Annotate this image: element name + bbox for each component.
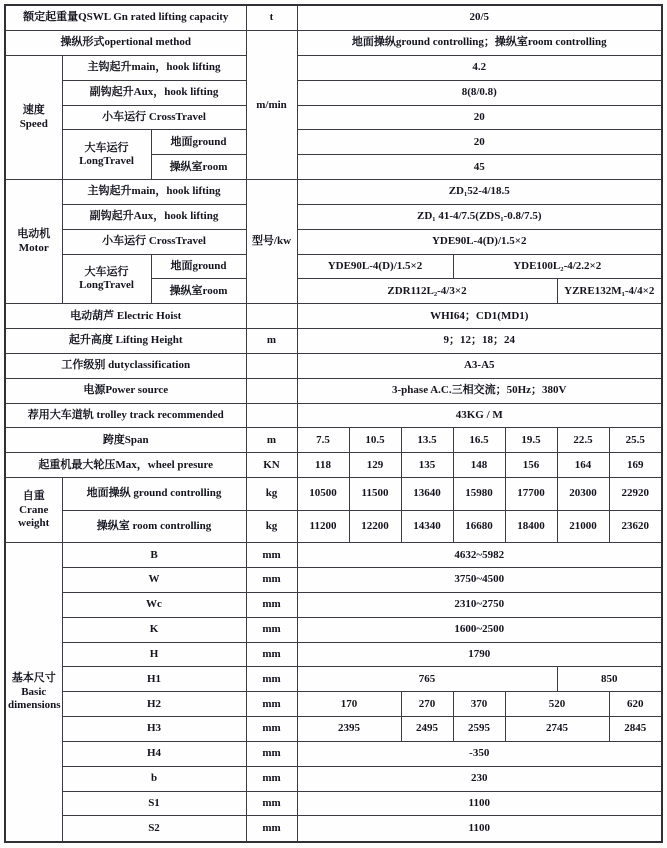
unit-cell: mm [246, 592, 297, 617]
value-cell: 2595 [453, 717, 505, 742]
value-cell: YDE100L₂-4/2.2×2 [453, 254, 662, 279]
row-label: 主钩起升main，hook lifting [62, 55, 246, 80]
unit-cell [246, 378, 297, 403]
value-cell: 12200 [349, 510, 401, 543]
unit-cell: mm [246, 766, 297, 791]
value-cell: 2745 [505, 717, 609, 742]
unit-cell [246, 304, 297, 329]
value-cell: -350 [297, 741, 662, 766]
value-cell: YDE90L-4(D)/1.5×2 [297, 254, 453, 279]
table-row [5, 130, 662, 155]
value-cell: 1100 [297, 791, 662, 816]
row-label: 大车运行 LongTravel [62, 130, 151, 180]
value-cell: 9；12；18；24 [297, 329, 662, 354]
value-cell: 170 [297, 692, 401, 717]
value-cell: 23620 [609, 510, 662, 543]
table-row [5, 592, 662, 617]
table-row [5, 478, 662, 511]
value-cell: 16.5 [453, 428, 505, 453]
table-row [5, 717, 662, 742]
row-label: Wc [62, 592, 246, 617]
unit-cell: mm [246, 617, 297, 642]
table-row [5, 428, 662, 453]
value-cell: 2845 [609, 717, 662, 742]
value-cell: 1790 [297, 642, 662, 667]
row-label: 额定起重量QSWL Gn rated lifting capacity [5, 5, 246, 31]
value-cell: 230 [297, 766, 662, 791]
table-row [5, 816, 662, 842]
group-label: 速度 Speed [5, 55, 62, 179]
table-row [5, 510, 662, 543]
crane-spec-table [4, 4, 663, 843]
row-label: 小车运行 CrossTravel [62, 229, 246, 254]
value-cell: 620 [609, 692, 662, 717]
unit-cell: kg [246, 510, 297, 543]
row-label: 电动葫芦 Electric Hoist [5, 304, 246, 329]
row-sublabel: 操纵室room [151, 279, 246, 304]
value-cell: 10.5 [349, 428, 401, 453]
value-cell: 156 [505, 453, 557, 478]
table-row [5, 642, 662, 667]
row-sublabel: 操纵室room [151, 155, 246, 180]
value-cell: 2310~2750 [297, 592, 662, 617]
value-cell: 20300 [557, 478, 609, 511]
value-cell: 2495 [401, 717, 453, 742]
value-cell: YZRE132M₁-4/4×2 [557, 279, 662, 304]
unit-cell: m [246, 329, 297, 354]
value-cell: 13640 [401, 478, 453, 511]
row-label: 起重机最大轮压Max，wheel presure [5, 453, 246, 478]
value-cell: 45 [297, 155, 662, 180]
table-row [5, 543, 662, 568]
row-label: b [62, 766, 246, 791]
value-cell: 3-phase A.C.三相交流；50Hz；380V [297, 378, 662, 403]
table-row [5, 229, 662, 254]
value-cell: 4.2 [297, 55, 662, 80]
group-label: 电动机 Motor [5, 180, 62, 304]
table-row [5, 80, 662, 105]
value-cell: ZD₁52-4/18.5 [297, 180, 662, 205]
value-cell: 22.5 [557, 428, 609, 453]
value-cell: 850 [557, 667, 662, 692]
unit-cell: mm [246, 816, 297, 842]
group-label: 基本尺寸 Basic dimensions [5, 543, 62, 842]
row-label: 大车运行 LongTravel [62, 254, 151, 304]
row-label: 跨度Span [5, 428, 246, 453]
row-label: 主钩起升main，hook lifting [62, 180, 246, 205]
row-label: H [62, 642, 246, 667]
value-cell: 14340 [401, 510, 453, 543]
unit-cell: KN [246, 453, 297, 478]
row-label: 工作级别 dutyclassification [5, 353, 246, 378]
table-row [5, 304, 662, 329]
value-cell: 270 [401, 692, 453, 717]
value-cell: 10500 [297, 478, 349, 511]
row-label: 副钩起升Aux，hook lifting [62, 204, 246, 229]
unit-cell: mm [246, 717, 297, 742]
value-cell: 13.5 [401, 428, 453, 453]
unit-cell: mm [246, 692, 297, 717]
row-label: 操纵形式opertional method [5, 31, 246, 56]
row-label: H3 [62, 717, 246, 742]
unit-cell: m/min [246, 31, 297, 180]
value-cell: 8(8/0.8) [297, 80, 662, 105]
table-row [5, 667, 662, 692]
value-cell: 370 [453, 692, 505, 717]
value-cell: YDE90L-4(D)/1.5×2 [297, 229, 662, 254]
table-row [5, 453, 662, 478]
table-row [5, 617, 662, 642]
table-row [5, 692, 662, 717]
value-cell: 4632~5982 [297, 543, 662, 568]
unit-cell: mm [246, 543, 297, 568]
table-row [5, 403, 662, 428]
value-cell: 22920 [609, 478, 662, 511]
value-cell: 520 [505, 692, 609, 717]
unit-cell: mm [246, 791, 297, 816]
table-row [5, 741, 662, 766]
value-cell: 1100 [297, 816, 662, 842]
value-cell: 20/5 [297, 5, 662, 31]
value-cell: 43KG / M [297, 403, 662, 428]
row-label: S2 [62, 816, 246, 842]
unit-cell: mm [246, 568, 297, 593]
value-cell: 地面操纵ground controlling；操纵室room controlling [297, 31, 662, 56]
table-row [5, 329, 662, 354]
row-label: H2 [62, 692, 246, 717]
value-cell: 15980 [453, 478, 505, 511]
unit-cell [246, 403, 297, 428]
row-label: 操纵室 room controlling [62, 510, 246, 543]
value-cell: 11500 [349, 478, 401, 511]
value-cell: ZD₁ 41-4/7.5(ZDS₁-0.8/7.5) [297, 204, 662, 229]
value-cell: 169 [609, 453, 662, 478]
table-row [5, 791, 662, 816]
unit-cell: m [246, 428, 297, 453]
row-label: H4 [62, 741, 246, 766]
value-cell: 20 [297, 130, 662, 155]
row-label: 小车运行 CrossTravel [62, 105, 246, 130]
spec-table-body [5, 5, 662, 842]
table-row [5, 766, 662, 791]
value-cell: 17700 [505, 478, 557, 511]
row-sublabel: 地面ground [151, 130, 246, 155]
value-cell: 20 [297, 105, 662, 130]
value-cell: 148 [453, 453, 505, 478]
value-cell: 135 [401, 453, 453, 478]
row-label: 地面操纵 ground controlling [62, 478, 246, 511]
unit-cell: mm [246, 642, 297, 667]
value-cell: WHI64；CD1(MD1) [297, 304, 662, 329]
value-cell: 21000 [557, 510, 609, 543]
table-row [5, 204, 662, 229]
table-row [5, 568, 662, 593]
row-label: B [62, 543, 246, 568]
table-row [5, 254, 662, 279]
value-cell: 765 [297, 667, 557, 692]
row-label: 副钩起升Aux，hook lifting [62, 80, 246, 105]
unit-cell: t [246, 5, 297, 31]
row-label: 荐用大车道轨 trolley track recommended [5, 403, 246, 428]
unit-cell: kg [246, 478, 297, 511]
table-row [5, 55, 662, 80]
value-cell: 1600~2500 [297, 617, 662, 642]
unit-cell: 型号/kw [246, 180, 297, 304]
table-row [5, 5, 662, 31]
value-cell: 164 [557, 453, 609, 478]
row-label: 起升高度 Lifting Height [5, 329, 246, 354]
value-cell: A3-A5 [297, 353, 662, 378]
value-cell: 25.5 [609, 428, 662, 453]
group-label: 自重 Crane weight [5, 478, 62, 543]
value-cell: 3750~4500 [297, 568, 662, 593]
value-cell: 118 [297, 453, 349, 478]
row-sublabel: 地面ground [151, 254, 246, 279]
table-row [5, 180, 662, 205]
unit-cell: mm [246, 667, 297, 692]
value-cell: 18400 [505, 510, 557, 543]
value-cell: 11200 [297, 510, 349, 543]
row-label: H1 [62, 667, 246, 692]
table-row [5, 378, 662, 403]
value-cell: 16680 [453, 510, 505, 543]
row-label: S1 [62, 791, 246, 816]
table-row [5, 105, 662, 130]
table-row [5, 353, 662, 378]
row-label: W [62, 568, 246, 593]
value-cell: ZDR112L₂-4/3×2 [297, 279, 557, 304]
unit-cell [246, 353, 297, 378]
value-cell: 7.5 [297, 428, 349, 453]
row-label: K [62, 617, 246, 642]
value-cell: 129 [349, 453, 401, 478]
value-cell: 19.5 [505, 428, 557, 453]
table-row [5, 31, 662, 56]
value-cell: 2395 [297, 717, 401, 742]
unit-cell: mm [246, 741, 297, 766]
row-label: 电源Power source [5, 378, 246, 403]
